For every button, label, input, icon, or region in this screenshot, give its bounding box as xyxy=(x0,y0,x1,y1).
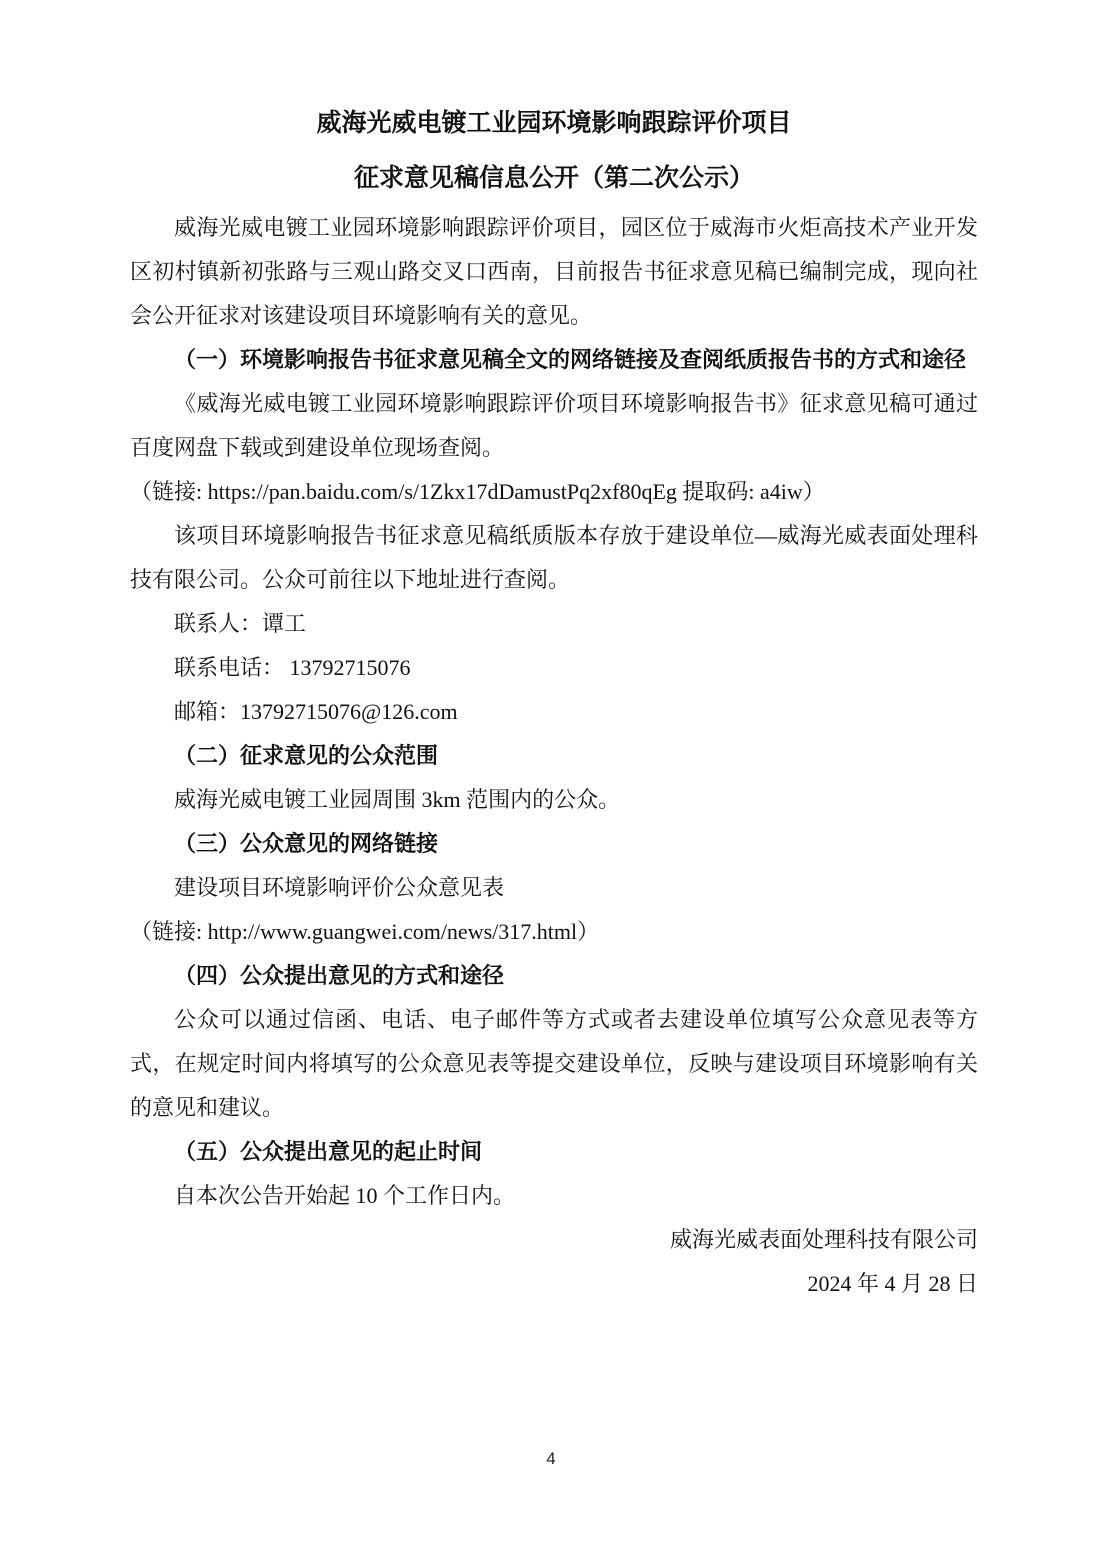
doc-title-line2: 征求意见稿信息公开（第二次公示） xyxy=(353,164,754,192)
baidu-pan-link-line: （链接: https://pan.baidu.com/s/1Zkx17dDamustPq2xf80qEg 提取码: a4iw） xyxy=(130,479,825,504)
section4-body: 公众可以通过信函、电话、电子邮件等方式或者去建设单位填写公众意见表等方式，在规定时间内将填写的公众意见表等提交建设单位，反映与建设项目环境影响有关的意见和建议。 xyxy=(130,1007,978,1120)
contact-person-line: 联系人：谭工 xyxy=(174,611,307,636)
guangwei-link-line: （链接: http://www.guangwei.com/news/317.html） xyxy=(130,919,600,944)
contact-email-line: 邮箱：13792715076@126.com xyxy=(174,699,458,724)
section4-heading: （四）公众提出意见的方式和途径 xyxy=(174,963,505,988)
section2-heading: （二）征求意见的公众范围 xyxy=(174,743,439,768)
section1-paper-copy-paragraph: 该项目环境影响报告书征求意见稿纸质版本存放于建设单位—威海光威表面处理科技有限公司。公众可前往以下地址进行查阅。 xyxy=(130,523,978,592)
contact-phone-line: 联系电话： 13792715076 xyxy=(174,655,411,680)
section3-body: 建设项目环境影响评价公众意见表 xyxy=(174,875,505,900)
section5-body: 自本次公告开始起 10 个工作日内。 xyxy=(174,1183,516,1208)
section1-report-paragraph: 《威海光威电镀工业园环境影响跟踪评价项目环境影响报告书》征求意见稿可通过百度网盘下载或到建设单位现场查阅。 xyxy=(130,391,978,460)
section1-heading: （一）环境影响报告书征求意见稿全文的网络链接及查阅纸质报告书的方式和途径 xyxy=(174,347,967,372)
section3-heading: （三）公众意见的网络链接 xyxy=(174,831,439,856)
section2-body: 威海光威电镀工业园周围 3km 范围内的公众。 xyxy=(174,787,621,812)
page-number: 4 xyxy=(546,1449,556,1468)
doc-title-line1: 威海光威电镀工业园环境影响跟踪评价项目 xyxy=(316,109,792,137)
signature-company: 威海光威表面处理科技有限公司 xyxy=(669,1227,978,1252)
signature-date: 2024 年 4 月 28 日 xyxy=(807,1271,978,1296)
section5-heading: （五）公众提出意见的起止时间 xyxy=(174,1139,483,1164)
intro-paragraph: 威海光威电镀工业园环境影响跟踪评价项目，园区位于威海市火炬高技术产业开发区初村镇新初张路与三观山路交叉口西南，目前报告书征求意见稿已编制完成，现向社会公开征求对该建设项目环境影响有关的意见。 xyxy=(130,215,978,328)
